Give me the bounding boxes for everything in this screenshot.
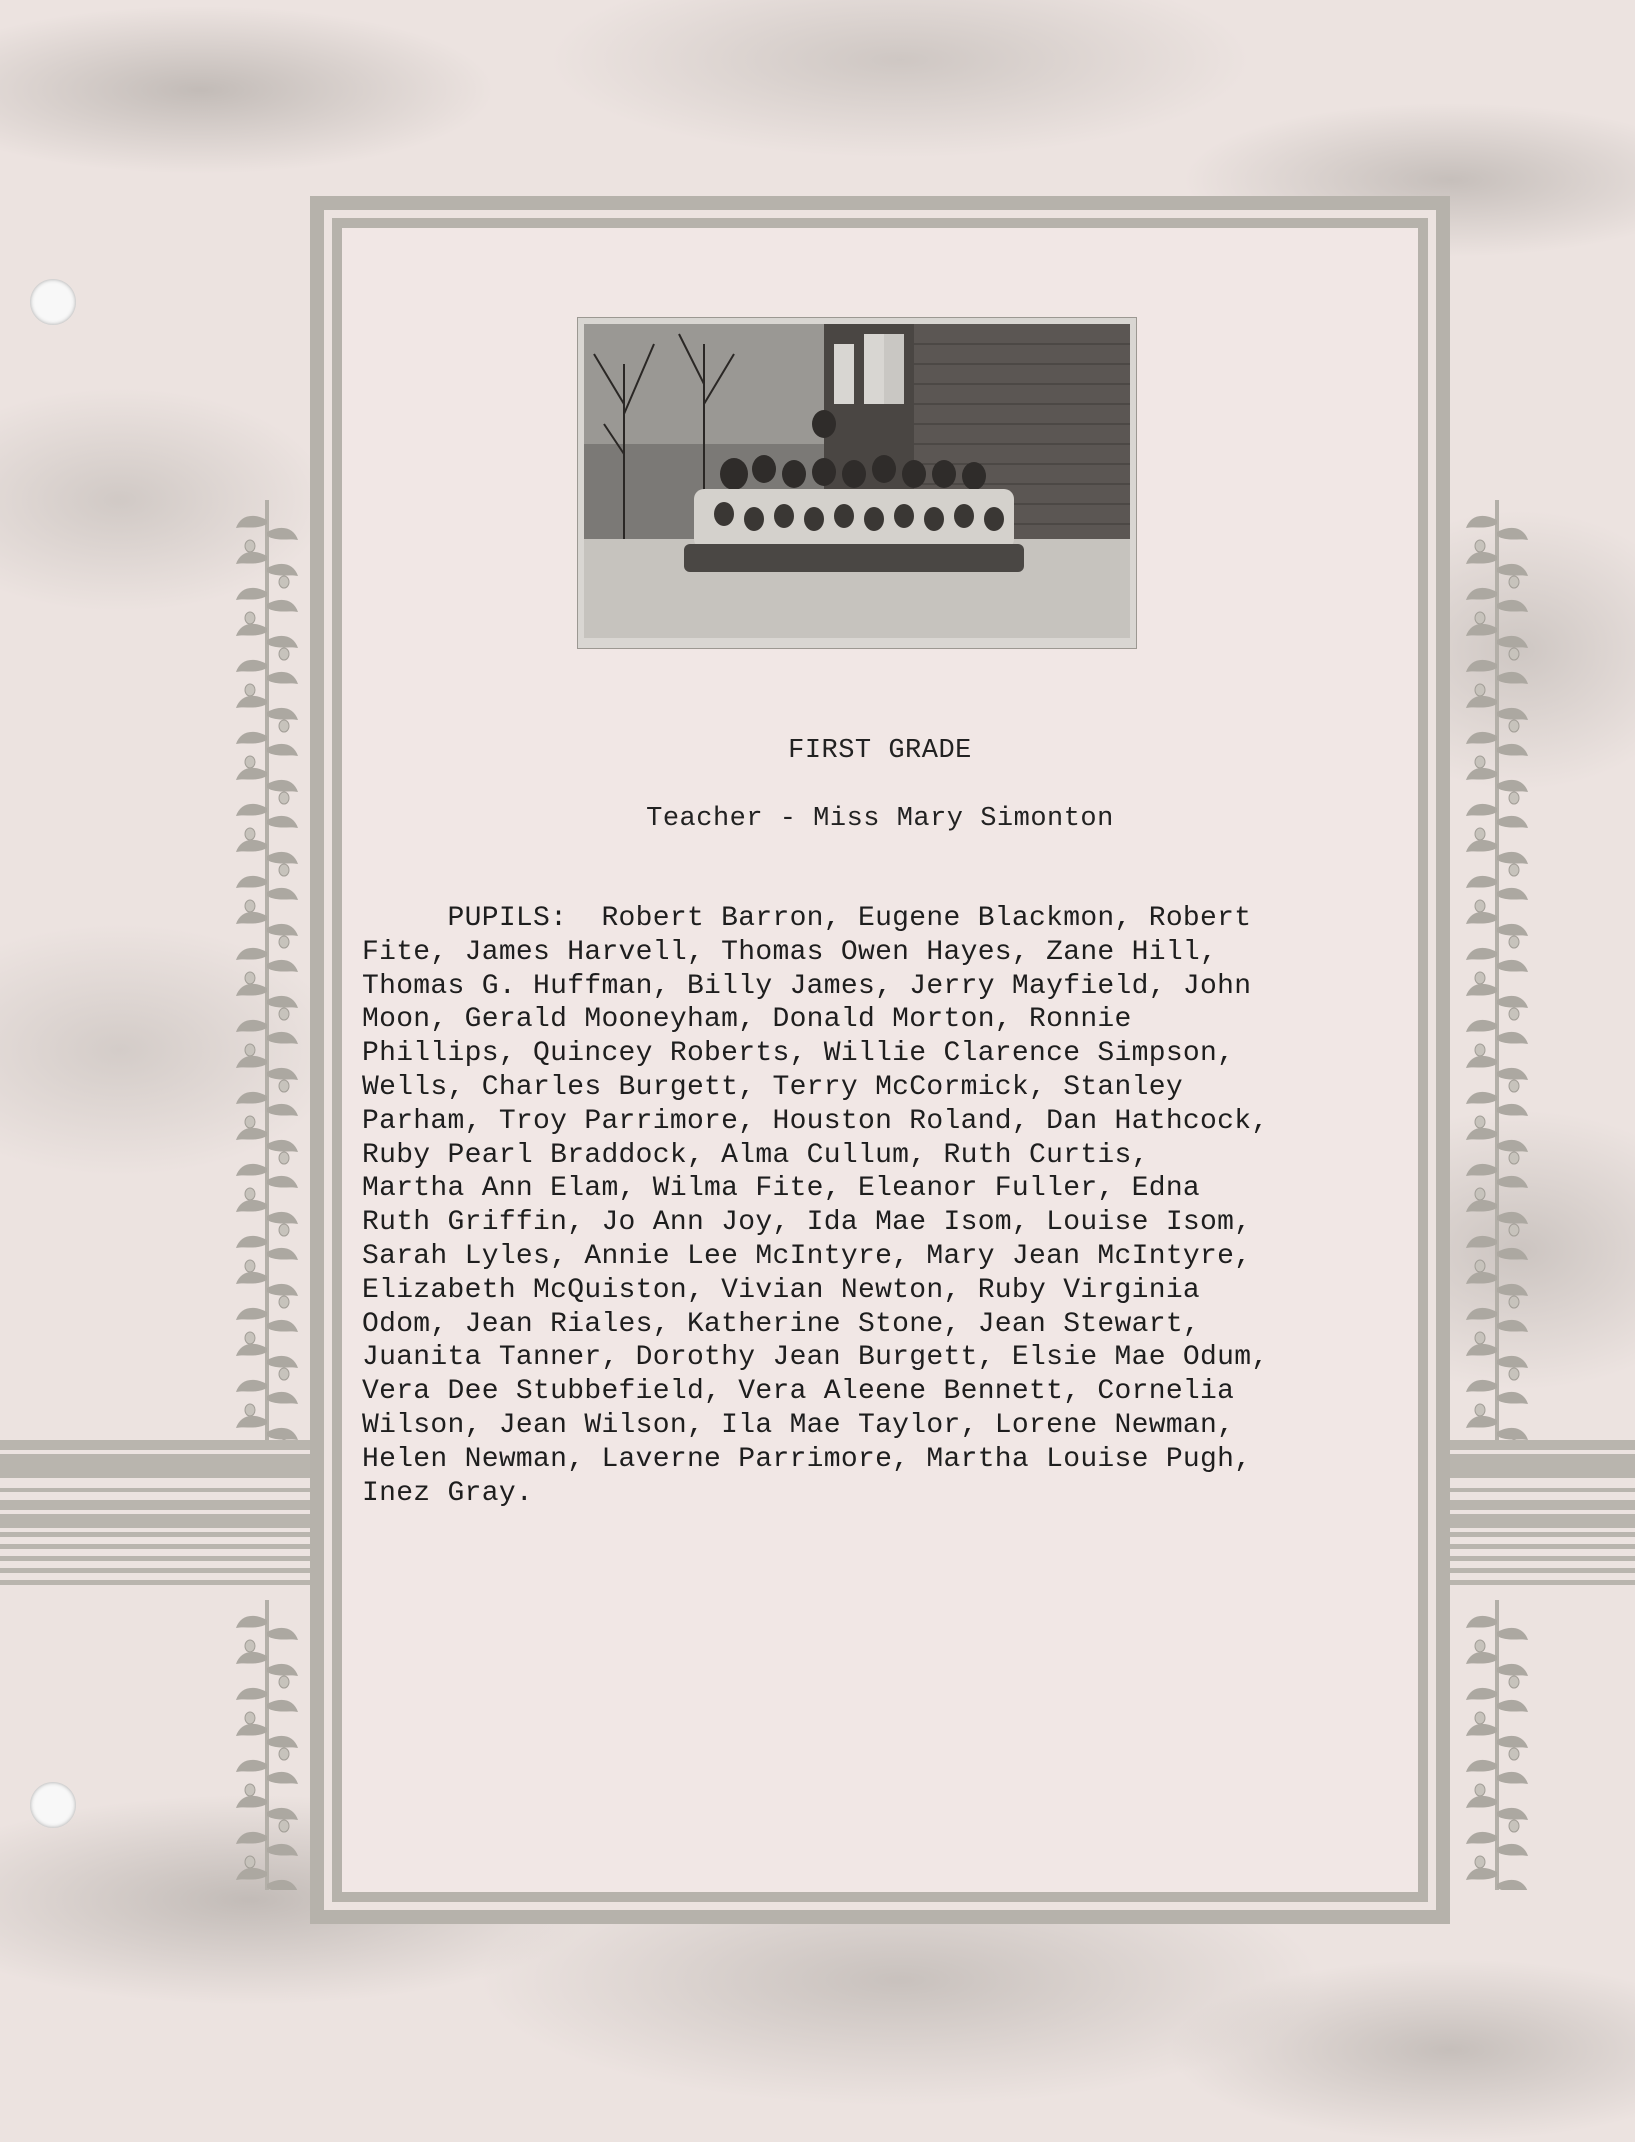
acorn-icon [1509,1820,1519,1832]
acorn-icon [1509,1368,1519,1380]
vine-leaf [1466,1344,1497,1356]
acorn-icon [279,1748,289,1760]
vine-leaf [1497,1844,1528,1856]
acorn-icon [1475,756,1485,768]
acorn-icon [1509,648,1519,660]
acorn-icon [245,828,255,840]
acorn-icon [279,648,289,660]
vine-leaf [267,1248,298,1260]
vine-leaf [236,1652,267,1664]
punch-hole-bottom [30,1782,76,1828]
acorn-icon [1475,1116,1485,1128]
acorn-icon [279,1224,289,1236]
vine-leaf [236,588,267,600]
vine-leaf [267,888,298,900]
vine-leaf [1497,1320,1528,1332]
vine-leaf [267,852,298,864]
vine-leaf [267,1212,298,1224]
vine-leaf [267,1700,298,1712]
acorn-icon [245,1856,255,1868]
vine-leaf [1497,1808,1528,1820]
class-photo [578,318,1136,648]
vine-leaf [1466,624,1497,636]
vine-leaf [236,948,267,960]
acorn-vine-ornament-icon [232,1600,302,1890]
vine-leaf [1466,1308,1497,1320]
acorn-icon [1475,540,1485,552]
acorn-icon [1475,1784,1485,1796]
vine-leaf [236,1832,267,1844]
vine-leaf [1497,1392,1528,1404]
vine-leaf [236,1868,267,1880]
pupils-line: Helen Newman, Laverne Parrimore, Martha Louise Pugh, [362,1443,1252,1475]
acorn-icon [279,1296,289,1308]
vine-leaf [1497,1428,1528,1440]
acorn-icon [245,1784,255,1796]
vine-leaf [1497,600,1528,612]
vine-leaf [236,1308,267,1320]
acorn-icon [1509,1008,1519,1020]
vine-leaf [236,1416,267,1428]
vine-leaf [267,528,298,540]
vine-leaf [236,732,267,744]
vine-leaf [236,552,267,564]
vine-leaf [267,1104,298,1116]
vine-leaf [1497,816,1528,828]
vine-leaf [1466,732,1497,744]
acorn-icon [279,1368,289,1380]
vine-leaf [1466,1724,1497,1736]
acorn-icon [279,1820,289,1832]
vine-leaf [1466,660,1497,672]
vine-leaf [1466,984,1497,996]
vine-leaf [236,624,267,636]
punch-hole-top [30,279,76,325]
vine-leaf [236,1760,267,1772]
vine-leaf [1466,1128,1497,1140]
vine-leaf [236,1056,267,1068]
vine-leaf [1497,1104,1528,1116]
acorn-icon [279,936,289,948]
vine-leaf [236,912,267,924]
vine-leaf [1497,960,1528,972]
vine-leaf [1466,1272,1497,1284]
vine-leaf [1466,948,1497,960]
vine-leaf [1466,768,1497,780]
vine-leaf [1497,1736,1528,1748]
acorn-icon [1475,1332,1485,1344]
vine-leaf [1466,516,1497,528]
vine-leaf [236,876,267,888]
vine-leaf [1466,552,1497,564]
vine-leaf [1497,1248,1528,1260]
vine-leaf [267,1736,298,1748]
vine-leaf [1466,1616,1497,1628]
vine-leaf [236,1380,267,1392]
acorn-icon [279,792,289,804]
vine-leaf [1466,696,1497,708]
acorn-icon [1475,1188,1485,1200]
vine-leaf [267,816,298,828]
page-title: FIRST GRADE [788,736,972,766]
acorn-icon [1475,1712,1485,1724]
acorn-icon [245,1188,255,1200]
vine-leaf [267,1356,298,1368]
acorn-icon [279,720,289,732]
vine-leaf [1466,912,1497,924]
pupils-line: Odom, Jean Riales, Katherine Stone, Jean Stewart, [362,1308,1201,1340]
vine-leaf [236,1128,267,1140]
vine-leaf [1466,1020,1497,1032]
acorn-icon [279,1152,289,1164]
vine-leaf [1466,1056,1497,1068]
pupils-line: Sarah Lyles, Annie Lee McIntyre, Mary Jean McIntyre, [362,1240,1252,1272]
acorn-icon [1509,1152,1519,1164]
vine-leaf [267,1428,298,1440]
vine-leaf [267,636,298,648]
vine-leaf [236,1616,267,1628]
pupils-line: Juanita Tanner, Dorothy Jean Burgett, Elsie Mae Odum, [362,1342,1269,1374]
pupils-line: Wells, Charles Burgett, Terry McCormick, Stanley [362,1071,1183,1103]
vine-leaf [1497,780,1528,792]
acorn-icon [1509,1296,1519,1308]
vine-leaf [1466,1380,1497,1392]
vine-leaf [1497,1284,1528,1296]
vine-leaf [1466,588,1497,600]
vine-leaf [267,1628,298,1640]
vine-leaf [1497,888,1528,900]
vine-leaf [267,1772,298,1784]
acorn-icon [245,540,255,552]
acorn-vine-ornament-icon [1462,500,1532,1440]
acorn-icon [245,1044,255,1056]
vine-leaf [267,1392,298,1404]
pupils-line: Elizabeth McQuiston, Vivian Newton, Ruby Virginia [362,1274,1201,1306]
acorn-icon [1509,576,1519,588]
teacher-line: Teacher - Miss Mary Simonton [646,804,1114,834]
acorn-icon [279,1080,289,1092]
acorn-icon [1475,612,1485,624]
vine-leaf [1497,708,1528,720]
acorn-icon [1509,1676,1519,1688]
acorn-icon [245,612,255,624]
vine-leaf [1497,1880,1528,1890]
vine-leaf [267,564,298,576]
pupils-line: Fite, James Harvell, Thomas Owen Hayes, Zane Hill, [362,936,1218,968]
vine-leaf [267,1068,298,1080]
vine-leaf [267,1880,298,1890]
vine-leaf [1466,1164,1497,1176]
acorn-icon [245,1640,255,1652]
pupils-line: Parham, Troy Parrimore, Houston Roland, Dan Hathcock, [362,1105,1269,1137]
pupils-line: Phillips, Quincey Roberts, Willie Clarence Simpson, [362,1038,1235,1070]
vine-leaf [236,516,267,528]
acorn-icon [245,1116,255,1128]
vine-leaf [1497,528,1528,540]
pupils-line: Thomas G. Huffman, Billy James, Jerry Mayfield, John [362,970,1252,1002]
acorn-icon [1509,792,1519,804]
vine-leaf [267,672,298,684]
acorn-icon [1509,936,1519,948]
vine-leaf [1466,876,1497,888]
vine-leaf [267,1664,298,1676]
vine-leaf [236,1688,267,1700]
vine-leaf [236,1272,267,1284]
vine-leaf [267,996,298,1008]
acorn-icon [245,1712,255,1724]
vine-leaf [236,1236,267,1248]
acorn-icon [245,900,255,912]
vine-leaf [1466,1832,1497,1844]
acorn-icon [279,1676,289,1688]
vine-leaf [267,1176,298,1188]
vine-leaf [1497,636,1528,648]
vine-leaf [267,600,298,612]
vine-leaf [1466,1868,1497,1880]
vine-leaf [1466,1200,1497,1212]
vine-leaf [267,780,298,792]
vine-leaf [1466,1092,1497,1104]
pupils-list [362,902,1422,1510]
vine-leaf [267,1032,298,1044]
vine-leaf [1466,840,1497,852]
vine-leaf [1497,1772,1528,1784]
class-photo-image [584,324,1130,638]
acorn-icon [1509,1748,1519,1760]
vine-leaf [1497,564,1528,576]
pupils-line: Wilson, Jean Wilson, Ila Mae Taylor, Lorene Newman, [362,1409,1235,1441]
vine-leaf [267,924,298,936]
acorn-icon [1475,684,1485,696]
acorn-icon [1475,1856,1485,1868]
vine-leaf [267,708,298,720]
pupils-line: Vera Dee Stubbefield, Vera Aleene Bennett, Cornelia [362,1376,1235,1408]
acorn-icon [245,684,255,696]
acorn-icon [245,756,255,768]
vine-leaf [1497,1628,1528,1640]
vine-leaf [236,768,267,780]
vine-leaf [236,1796,267,1808]
vine-leaf [1497,1068,1528,1080]
pupils-line: Martha Ann Elam, Wilma Fite, Eleanor Fuller, Edna [362,1173,1201,1205]
vine-leaf [236,804,267,816]
vine-leaf [267,1844,298,1856]
acorn-icon [1475,1044,1485,1056]
vine-leaf [1497,924,1528,936]
pupils-line: Inez Gray. [362,1477,534,1509]
acorn-icon [245,972,255,984]
pupils-line: Ruby Pearl Braddock, Alma Cullum, Ruth Curtis, [362,1139,1149,1171]
acorn-icon [1509,1224,1519,1236]
pupils-line: Ruth Griffin, Jo Ann Joy, Ida Mae Isom, Louise Isom, [362,1207,1252,1239]
acorn-vine-ornament-icon [1462,1600,1532,1890]
acorn-icon [1475,972,1485,984]
vine-leaf [1497,1212,1528,1224]
pupils-line: PUPILS: Robert Barron, Eugene Blackmon, Robert [362,903,1252,934]
vine-leaf [1497,1032,1528,1044]
vine-leaf [267,960,298,972]
vine-leaf [267,1284,298,1296]
vine-leaf [236,1200,267,1212]
acorn-icon [245,1404,255,1416]
acorn-icon [1475,900,1485,912]
vine-leaf [236,1344,267,1356]
vine-leaf [236,1092,267,1104]
vine-leaf [1466,1760,1497,1772]
acorn-icon [279,864,289,876]
vine-leaf [1497,1176,1528,1188]
acorn-icon [245,1332,255,1344]
acorn-icon [1475,1404,1485,1416]
acorn-icon [279,1008,289,1020]
acorn-icon [1509,864,1519,876]
acorn-icon [1509,1080,1519,1092]
vine-leaf [267,744,298,756]
vine-leaf [267,1140,298,1152]
vine-leaf [1497,1700,1528,1712]
vine-leaf [1466,1688,1497,1700]
vine-leaf [1497,1140,1528,1152]
vine-leaf [1466,804,1497,816]
vine-leaf [1466,1652,1497,1664]
acorn-icon [1509,720,1519,732]
vine-leaf [1497,1664,1528,1676]
vine-leaf [1466,1796,1497,1808]
acorn-icon [1475,1640,1485,1652]
vine-leaf [236,840,267,852]
acorn-icon [1475,828,1485,840]
vine-leaf [236,984,267,996]
vine-leaf [236,1020,267,1032]
acorn-icon [245,1260,255,1272]
vine-leaf [236,696,267,708]
vine-leaf [236,1724,267,1736]
vine-leaf [1497,852,1528,864]
pupils-line: Moon, Gerald Mooneyham, Donald Morton, Ronnie [362,1004,1132,1036]
vine-leaf [1497,996,1528,1008]
acorn-icon [279,576,289,588]
vine-leaf [1466,1236,1497,1248]
vine-leaf [1466,1416,1497,1428]
vine-leaf [267,1808,298,1820]
acorn-icon [1475,1260,1485,1272]
acorn-vine-ornament-icon [232,500,302,1440]
vine-leaf [1497,1356,1528,1368]
vine-leaf [236,1164,267,1176]
vine-leaf [236,660,267,672]
vine-leaf [1497,744,1528,756]
vine-leaf [1497,672,1528,684]
vine-leaf [267,1320,298,1332]
